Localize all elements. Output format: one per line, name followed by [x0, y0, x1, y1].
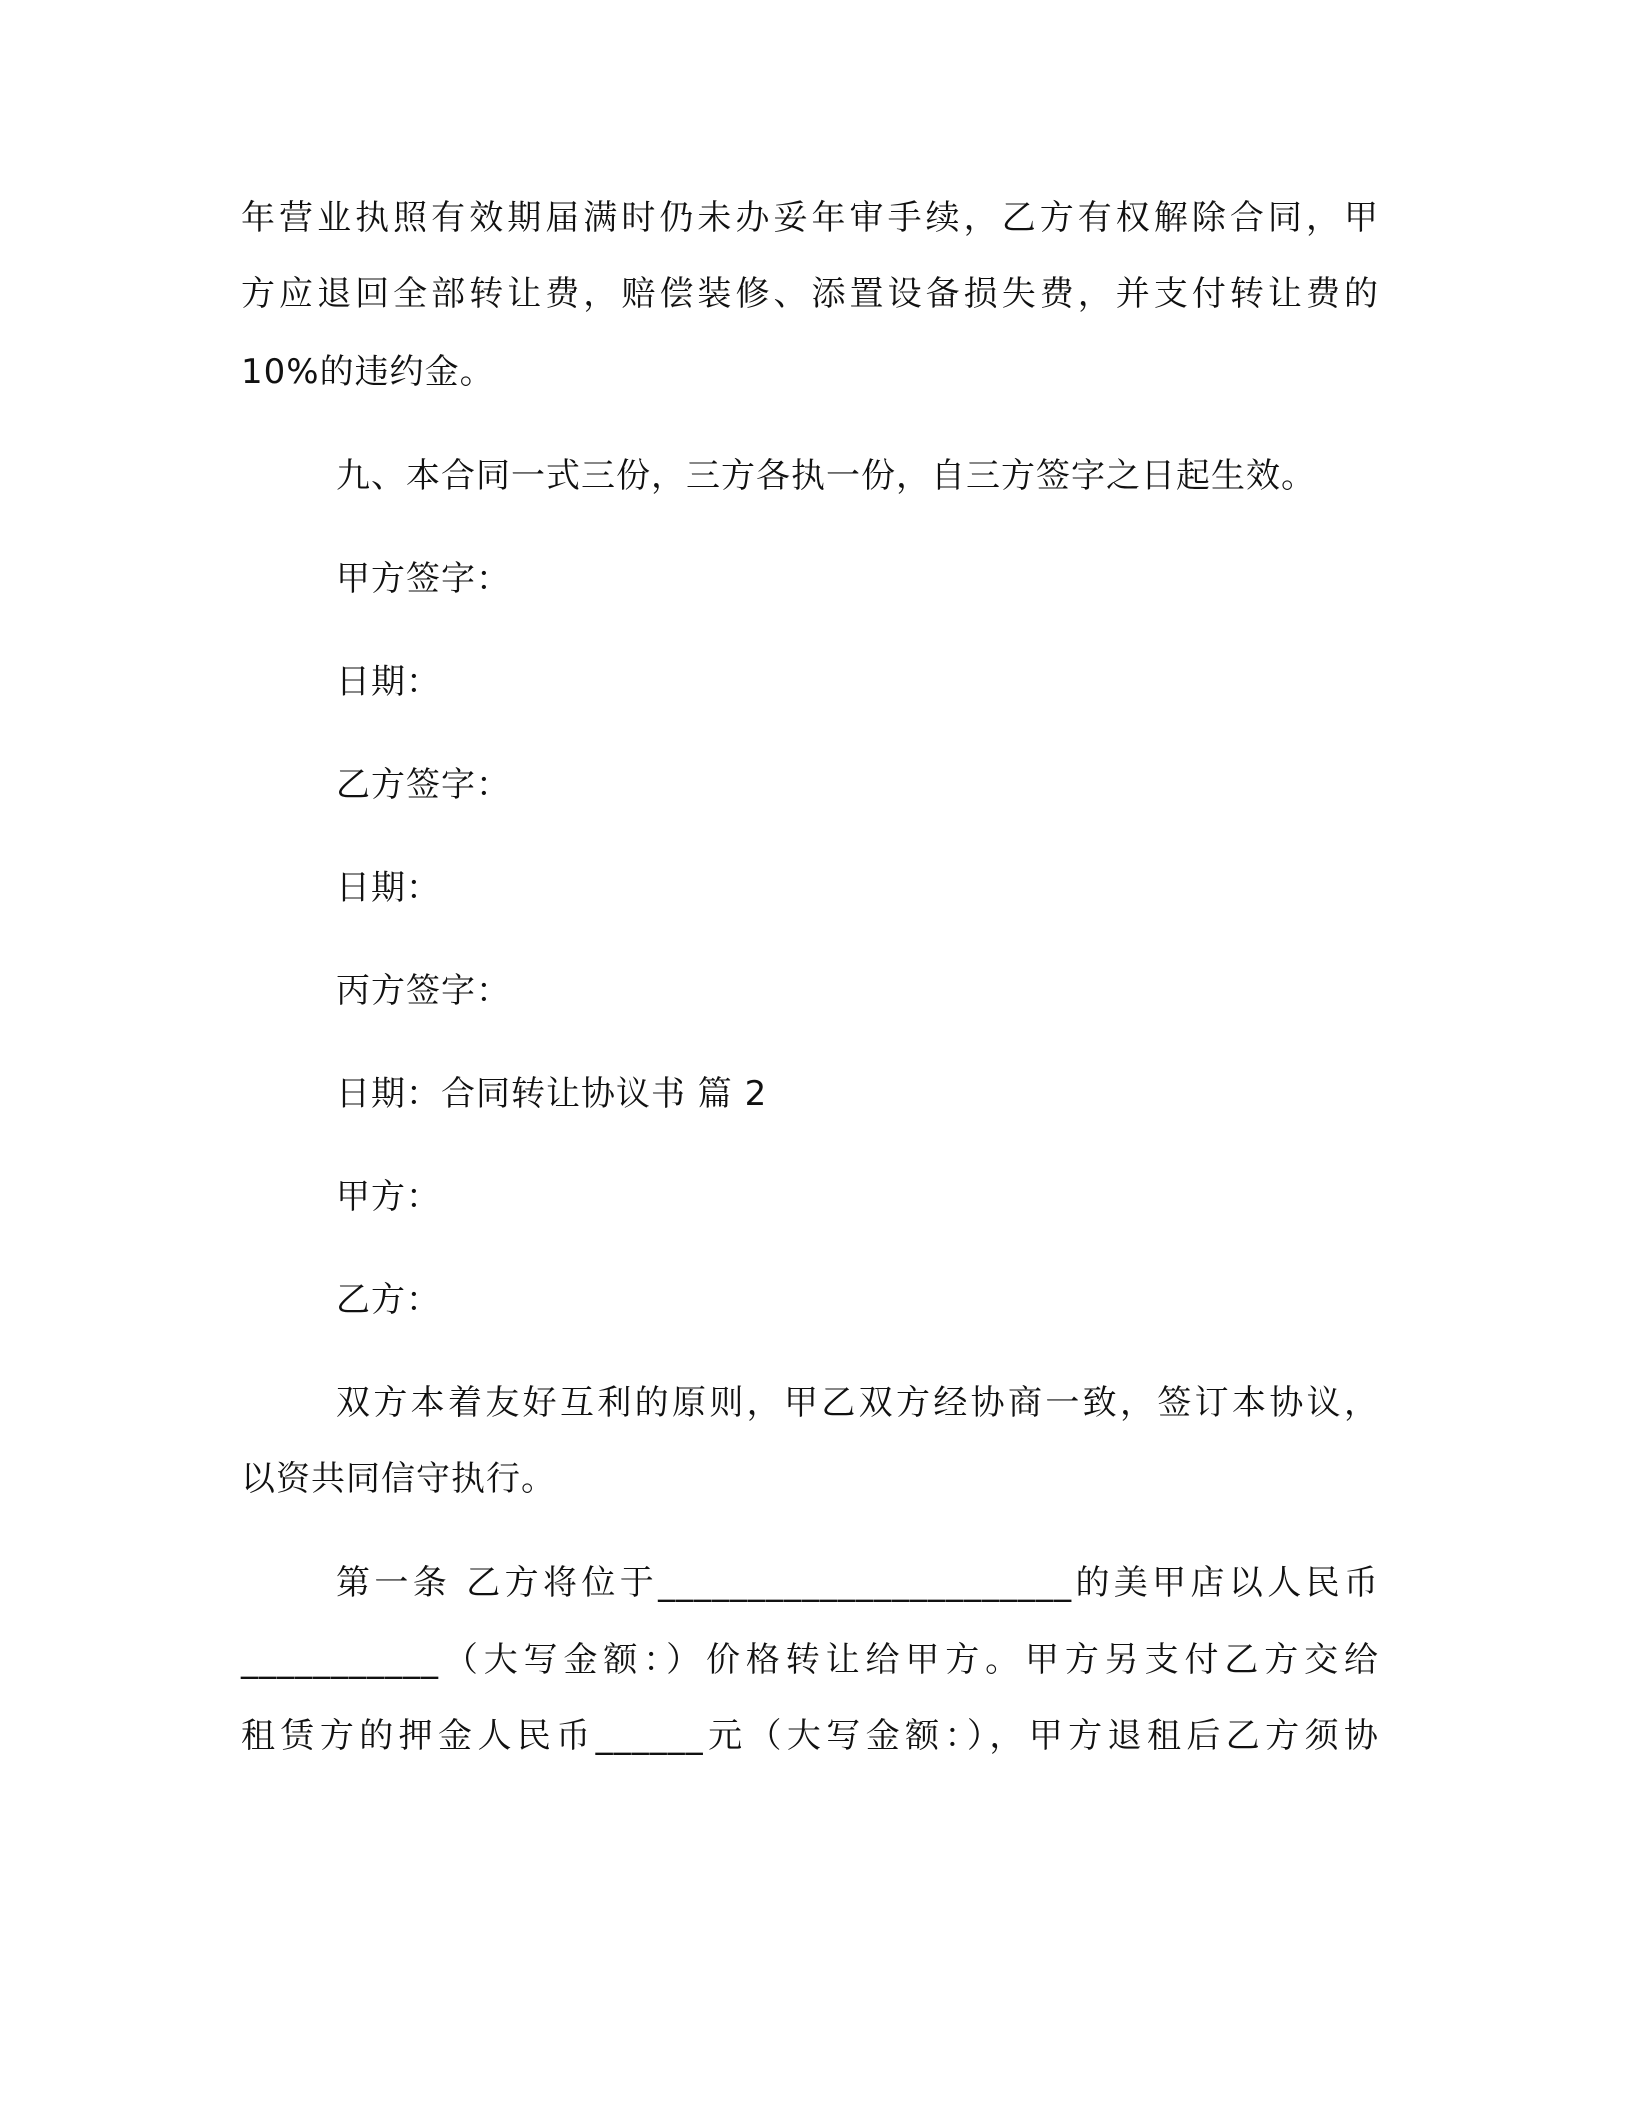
party-c-date-and-section-title: 日期：合同转让协议书 篇 2	[336, 1074, 768, 1114]
clause-nine: 九、本合同一式三份，三方各执一份，自三方签字之日起生效。	[336, 456, 1316, 496]
article-one-line-1: 第一条 乙方将位于_______________________的美甲店以人民币	[336, 1563, 1379, 1603]
party-a-date-label: 日期：	[336, 662, 441, 702]
party-b-date-label: 日期：	[336, 868, 441, 908]
party-c-signature-label: 丙方签字：	[336, 971, 511, 1011]
paragraph-line-2: 方应退回全部转让费，赔偿装修、添置设备损失费，并支付转让费的	[241, 274, 1379, 314]
party-b-signature-label: 乙方签字：	[336, 765, 511, 805]
intro-line-1: 双方本着友好互利的原则，甲乙双方经协商一致，签订本协议，	[336, 1383, 1379, 1423]
article-one-line-3: 租赁方的押金人民币______元（大写金额：），甲方退租后乙方须协	[241, 1716, 1379, 1756]
party-a-signature-label: 甲方签字：	[336, 559, 511, 599]
party-a-label: 甲方：	[336, 1177, 441, 1217]
article-one-line-2: ___________（大写金额：）价格转让给甲方。甲方另支付乙方交给	[241, 1640, 1379, 1680]
intro-line-2: 以资共同信守执行。	[241, 1459, 556, 1499]
paragraph-line-1: 年营业执照有效期届满时仍未办妥年审手续，乙方有权解除合同，甲	[241, 198, 1379, 238]
party-b-label: 乙方：	[336, 1280, 441, 1320]
paragraph-line-3: 10%的违约金。	[241, 352, 495, 392]
